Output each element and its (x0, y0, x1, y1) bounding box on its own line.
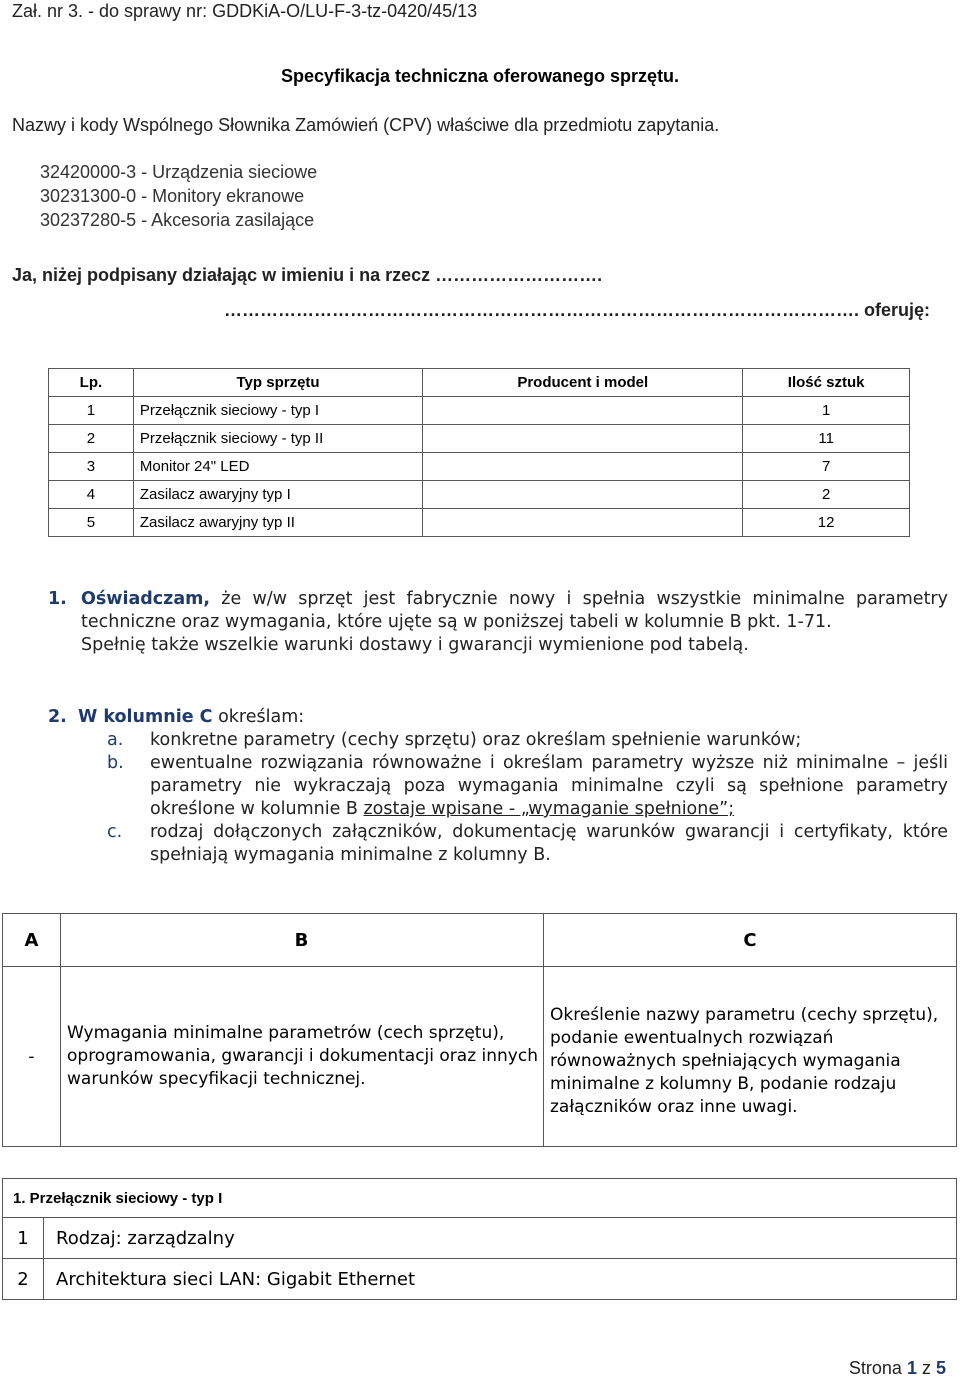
page-sep: z (916, 1358, 936, 1378)
statement-number: 1. (48, 589, 67, 609)
cell-model-input[interactable] (423, 481, 743, 509)
statement-text-2: Spełnię także wszelkie warunki dostawy i gwarancji wymienione pod tabelą. (81, 635, 749, 655)
spec-section-row (3, 1179, 957, 1218)
document-reference: Zał. nr 3. - do sprawy nr: GDDKiA-O/LU-F-3-tz-0420/45/13 (12, 1, 478, 21)
statement-1 (48, 588, 948, 657)
table-header-row (3, 914, 957, 967)
statement-body: że w/w sprzęt jest fabrycznie nowy i spełnia wszystkie minimalne parametry techniczne oraz wymagania, które ujęte są w poniższej tabeli w kolumnie B pkt. 1-71. (81, 589, 948, 632)
spec-section-title: 1. Przełącznik sieciowy - typ I (3, 1179, 957, 1218)
column-legend-table (2, 913, 957, 1147)
cell-qty: 2 (743, 481, 910, 509)
cell-lp: 2 (49, 425, 134, 453)
statement-tail: określam: (212, 707, 305, 727)
cpv-code-list (40, 160, 317, 232)
page-prefix: Strona (848, 1358, 907, 1378)
statement-2-heading (48, 706, 948, 729)
column-header-qty: Ilość sztuk (743, 369, 910, 397)
page-number (849, 1358, 946, 1379)
column-header-model: Producent i model (423, 369, 743, 397)
list-item (105, 752, 948, 821)
table-header-row (49, 369, 910, 397)
cell-model-input[interactable] (423, 453, 743, 481)
cell-type: Przełącznik sieciowy - typ II (133, 425, 422, 453)
current-page: 1 (906, 1358, 917, 1378)
cell-a: - (3, 967, 61, 1147)
cpv-code: 32420000-3 - Urządzenia sieciowe (40, 162, 318, 182)
declaration-line-2: ……………………………………………………………………………………………. oferuję: (223, 300, 930, 320)
spec-table (2, 1178, 957, 1300)
list-text-main: ewentualne rozwiązania równoważne i określam parametry wyższe niż minimalne – jeśli parametry nie wykraczają poza wymagania minimalne czyli są spełnione parametry określone w kolumnie B (150, 753, 948, 819)
cell-lp: 5 (49, 509, 134, 537)
cell-type: Monitor 24" LED (133, 453, 422, 481)
column-header-type: Typ sprzętu (133, 369, 422, 397)
cell-qty: 12 (743, 509, 910, 537)
cpv-intro: Nazwy i kody Wspólnego Słownika Zamówień (CPV) właściwe dla przedmiotu zapytania. (12, 115, 720, 135)
list-text: konkretne parametry (cechy sprzętu) oraz określam spełnienie warunków; (150, 730, 802, 750)
spec-requirement: Rodzaj: zarządzalny (44, 1218, 957, 1259)
cell-c: Określenie nazwy parametru (cechy sprzętu), podanie ewentualnych rozwiązań równoważnych spełniających wymagania minimalne z kolumny B, podanie rodzaju załączników oraz inne uwagi. (544, 967, 957, 1147)
cell-type: Zasilacz awaryjny typ II (133, 509, 422, 537)
statement-lead: W kolumnie C (77, 707, 213, 727)
cell-qty: 1 (743, 397, 910, 425)
cpv-code: 30237280-5 - Akcesoria zasilające (40, 210, 315, 230)
cell-model-input[interactable] (423, 425, 743, 453)
list-item (105, 821, 948, 867)
cell-model-input[interactable] (423, 509, 743, 537)
total-pages: 5 (935, 1358, 946, 1378)
equipment-summary-table (48, 368, 910, 537)
list-text (150, 752, 948, 821)
cell-lp: 3 (49, 453, 134, 481)
cell-lp: 4 (49, 481, 134, 509)
cell-model-input[interactable] (423, 397, 743, 425)
cell-lp: 1 (49, 397, 134, 425)
cpv-code: 30231300-0 - Monitory ekranowe (40, 186, 305, 206)
spec-number: 2 (3, 1259, 44, 1300)
cell-qty: 11 (743, 425, 910, 453)
declaration-line-1: Ja, niżej podpisany działając w imieniu i na rzecz ………………………. (12, 265, 603, 285)
statement-2 (48, 706, 948, 867)
cell-b: Wymagania minimalne parametrów (cech sprzętu), oprogramowania, gwarancji i dokumentacji oraz innych warunków specyfikacji technicznej. (61, 967, 544, 1147)
list-text: rodzaj dołączonych załączników, dokumentację warunków gwarancji i certyfikaty, które spełniają wymagania minimalne z kolumny B. (150, 822, 948, 865)
table-row (49, 397, 910, 425)
column-header-lp: Lp. (49, 369, 134, 397)
statement-number: 2. (48, 707, 67, 727)
table-row (49, 453, 910, 481)
table-row (3, 967, 957, 1147)
page-title: Specyfikacja techniczna oferowanego sprzętu. (280, 66, 680, 86)
statement-lead: Oświadczam, (81, 589, 211, 609)
spec-number: 1 (3, 1218, 44, 1259)
table-row (3, 1259, 957, 1300)
list-text-underlined: zostaje wpisane - „wymaganie spełnione”; (363, 799, 735, 819)
statement-text (81, 588, 948, 634)
column-header-b: B (61, 914, 544, 967)
list-item (105, 729, 948, 752)
column-header-c: C (544, 914, 957, 967)
list-letter: c. (107, 822, 123, 842)
table-row (49, 481, 910, 509)
cell-qty: 7 (743, 453, 910, 481)
column-header-a: A (3, 914, 61, 967)
cell-type: Przełącznik sieciowy - typ I (133, 397, 422, 425)
spec-requirement: Architektura sieci LAN: Gigabit Ethernet (44, 1259, 957, 1300)
list-letter: a. (107, 730, 124, 750)
table-row (49, 425, 910, 453)
list-letter: b. (107, 753, 124, 773)
cell-type: Zasilacz awaryjny typ I (133, 481, 422, 509)
table-row (49, 509, 910, 537)
table-row (3, 1218, 957, 1259)
